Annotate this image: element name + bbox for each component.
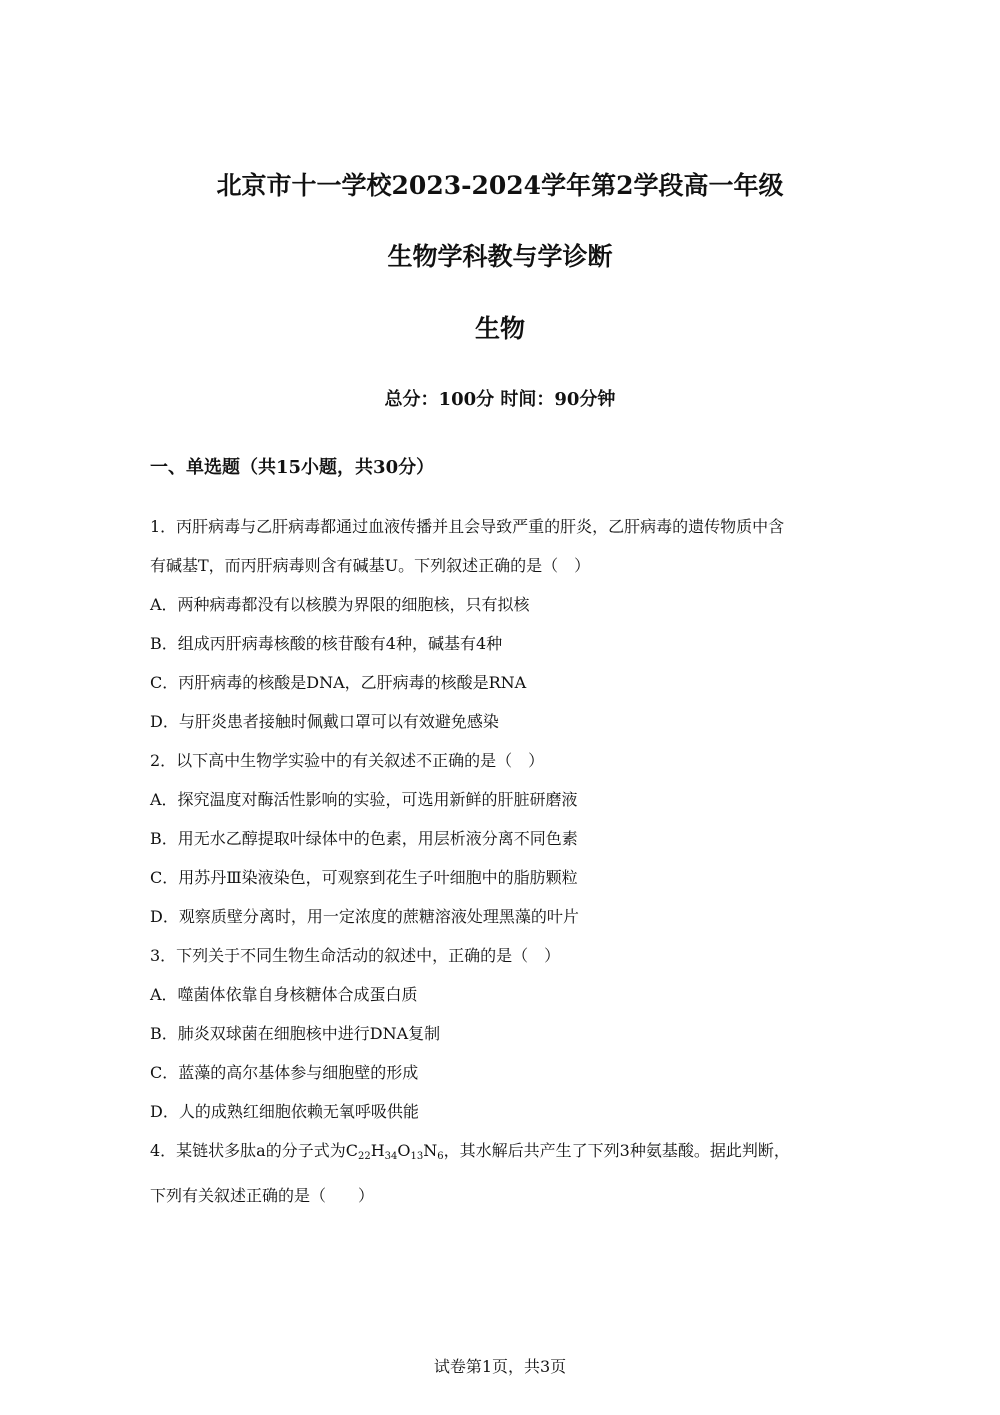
section-heading: 一、单选题（共15小题，共30分） bbox=[150, 457, 435, 478]
question-3-option-b: B．肺炎双球菌在细胞核中进行DNA复制 bbox=[150, 1024, 441, 1043]
question-2-option-d: D．观察质壁分离时，用一定浓度的蔗糖溶液处理黑藻的叶片 bbox=[150, 907, 579, 926]
formula-c-subscript: 22 bbox=[357, 1151, 371, 1162]
score-and-time: 总分：100分 时间：90分钟 bbox=[384, 389, 616, 410]
question-3-stem: 3．下列关于不同生物生命活动的叙述中，正确的是（ ） bbox=[150, 946, 561, 965]
question-2-stem: 2．以下高中生物学实验中的有关叙述不正确的是（ ） bbox=[150, 751, 545, 770]
question-1-option-d: D．与肝炎患者接触时佩戴口罩可以有效避免感染 bbox=[150, 712, 499, 731]
exam-title-school: 北京市十一学校2023-2024学年第2学段高一年级 bbox=[216, 171, 784, 200]
formula-h-subscript: 34 bbox=[384, 1151, 398, 1162]
question-4-stem-pre: 4．某链状多肽a的分子式为 bbox=[150, 1141, 346, 1160]
question-3-option-c: C．蓝藻的高尔基体参与细胞壁的形成 bbox=[150, 1063, 419, 1082]
question-4-stem-post: ，其水解后共产生了下列3种氨基酸。据此判断， bbox=[443, 1141, 790, 1160]
question-1-stem-line-1: 1．丙肝病毒与乙肝病毒都通过血液传播并且会导致严重的肝炎，乙肝病毒的遗传物质中含 bbox=[150, 517, 785, 536]
question-1-option-a: A．两种病毒都没有以核膜为界限的细胞核，只有拟核 bbox=[150, 595, 530, 614]
formula-o-subscript: 13 bbox=[410, 1151, 424, 1162]
question-2-option-c: C．用苏丹Ⅲ染液染色，可观察到花生子叶细胞中的脂肪颗粒 bbox=[150, 868, 578, 887]
question-4-stem-line-1 bbox=[150, 1131, 855, 1176]
formula-o: O bbox=[397, 1141, 411, 1160]
molecular-formula bbox=[346, 1141, 444, 1160]
exam-title-subject-diagnosis: 生物学科教与学诊断 bbox=[387, 242, 613, 271]
question-3-option-d: D．人的成熟红细胞依赖无氧呼吸供能 bbox=[150, 1102, 419, 1121]
question-2-option-a: A．探究温度对酶活性影响的实验，可选用新鲜的肝脏研磨液 bbox=[150, 790, 578, 809]
page-footer: 试卷第1页，共3页 bbox=[433, 1357, 567, 1376]
question-list bbox=[150, 507, 855, 1215]
formula-n: N bbox=[423, 1141, 438, 1160]
question-1-stem-line-2: 有碱基T，而丙肝病毒则含有碱基U。下列叙述正确的是（ ） bbox=[150, 556, 591, 575]
question-1-option-c: C．丙肝病毒的核酸是DNA，乙肝病毒的核酸是RNA bbox=[150, 673, 527, 692]
formula-c: C bbox=[345, 1141, 358, 1160]
formula-n-subscript: 6 bbox=[437, 1151, 444, 1162]
question-3-option-a: A．噬菌体依靠自身核糖体合成蛋白质 bbox=[150, 985, 418, 1004]
question-4-stem-line-2: 下列有关叙述正确的是（ ） bbox=[150, 1186, 375, 1205]
question-1-option-b: B．组成丙肝病毒核酸的核苷酸有4种，碱基有4种 bbox=[150, 634, 503, 653]
question-2-option-b: B．用无水乙醇提取叶绿体中的色素，用层析液分离不同色素 bbox=[150, 829, 578, 848]
exam-title-subject: 生物 bbox=[474, 314, 525, 343]
formula-h: H bbox=[370, 1141, 385, 1160]
